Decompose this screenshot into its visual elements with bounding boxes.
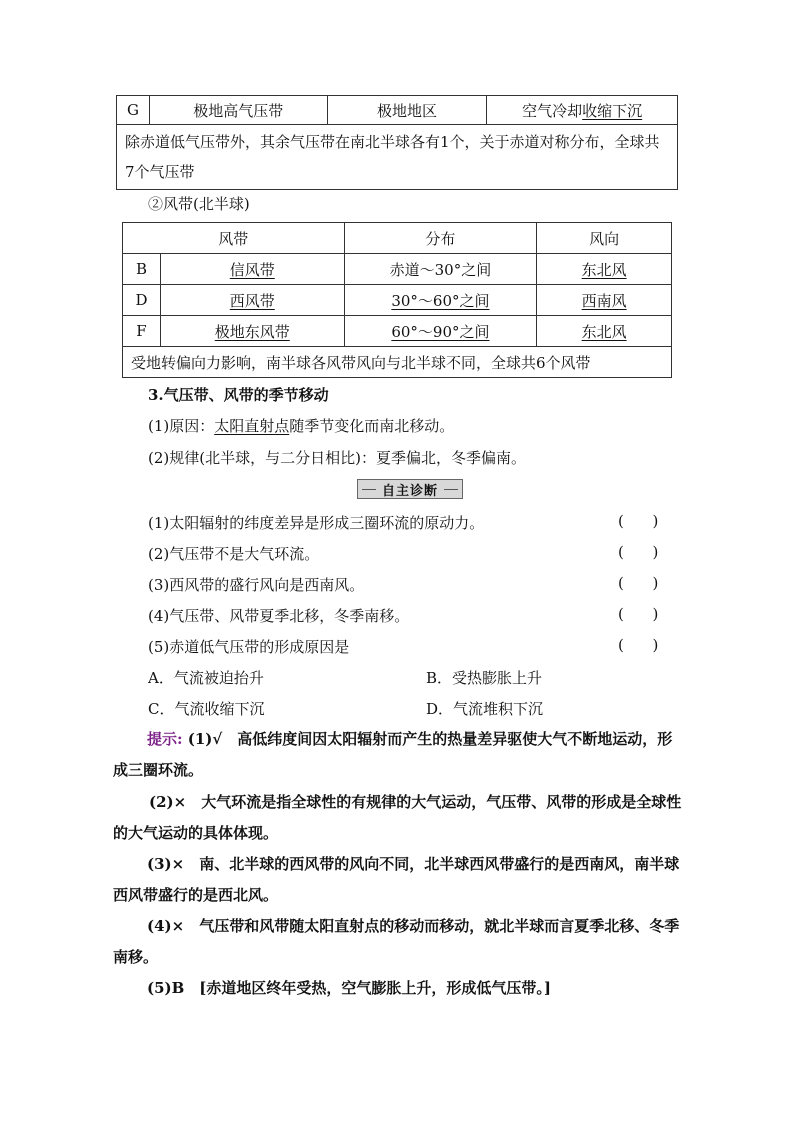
answer-1-text: (1)√ 高低纬度间因太阳辐射而产生的热量差异驱使大气不断地运动，形成三圈环流。 xyxy=(113,730,673,779)
answer-blank-3: ( ) xyxy=(618,574,659,592)
header-wind-belt: 风带 xyxy=(123,223,345,254)
belt-cause-text: 空气冷却 xyxy=(522,101,583,120)
section3-reason xyxy=(148,415,454,436)
hint-label: 提示: xyxy=(147,730,183,748)
wind-name-text: 信风带 xyxy=(229,260,275,279)
pressure-belt-table xyxy=(116,95,678,190)
answer-blank-2: ( ) xyxy=(618,543,659,561)
reason-suffix: 随季节变化而南北移动。 xyxy=(289,417,455,435)
wind-distribution: 赤道～30°之间 xyxy=(344,254,537,285)
wind-name xyxy=(160,285,344,316)
option-d: D．气流堆积下沉 xyxy=(426,700,544,718)
question-1: (1)太阳辐射的纬度差异是形成三圈环流的原动力。 xyxy=(148,514,485,532)
belt-cause xyxy=(487,96,678,125)
answer-blank-5: ( ) xyxy=(618,636,659,654)
wind-belt-note: 受地转偏向力影响，南半球各风带风向与北半球不同，全球共6个风带 xyxy=(123,347,672,378)
table-row xyxy=(123,285,672,316)
answer-2: (2)× 大气环流是指全球性的有规律的大气运动，气压带、风带的形成是全球性的大气运动的具体体现。 xyxy=(113,793,682,842)
wind-belt-table xyxy=(122,222,672,378)
belt-location: 极地地区 xyxy=(327,96,487,125)
section3-rule: (2)规律(北半球，与二分日相比)：夏季偏北，冬季偏南。 xyxy=(148,449,526,467)
table-row xyxy=(117,96,678,125)
answer-4: (4)× 气压带和风带随太阳直射点的移动而移动，就北半球而言夏季北移、冬季南移。 xyxy=(113,917,680,966)
wind-letter: B xyxy=(123,254,161,285)
wind-direction-text: 东北风 xyxy=(581,322,627,341)
wind-name-text: 西风带 xyxy=(229,291,275,310)
reason-prefix: (1)原因： xyxy=(148,417,215,435)
pressure-belt-note: 除赤道低气压带外，其余气压带在南北半球各有1个，关于赤道对称分布，全球共7个气压带 xyxy=(117,125,678,190)
table-row xyxy=(123,316,672,347)
wind-letter: D xyxy=(123,285,161,316)
banner-label: 自主诊断 xyxy=(381,483,438,499)
header-distribution: 分布 xyxy=(344,223,537,254)
wind-distribution xyxy=(344,285,537,316)
table-row xyxy=(123,254,672,285)
wind-direction-text: 西南风 xyxy=(581,291,627,310)
question-4: (4)气压带、风带夏季北移，冬季南移。 xyxy=(148,607,410,625)
option-c: C．气流收缩下沉 xyxy=(148,700,265,718)
reason-underlined: 太阳直射点 xyxy=(214,417,290,435)
table-header-row xyxy=(123,223,672,254)
wind-distribution-text: 60°～90°之间 xyxy=(391,322,490,341)
self-diagnosis-banner xyxy=(357,479,463,499)
answer-3: (3)× 南、北半球的西风带的风向不同，北半球西风带盛行的是西南风，南半球西风带盛行的是西北风。 xyxy=(113,855,680,904)
belt-name: 极地高气压带 xyxy=(149,96,327,125)
table-row xyxy=(117,125,678,190)
wind-distribution-text: 30°～60°之间 xyxy=(391,291,490,310)
wind-letter: F xyxy=(123,316,161,347)
option-a: A．气流被迫抬升 xyxy=(148,669,264,687)
option-b: B．受热膨胀上升 xyxy=(426,669,543,687)
wind-distribution xyxy=(344,316,537,347)
wind-name xyxy=(160,254,344,285)
question-3: (3)西风带的盛行风向是西南风。 xyxy=(148,576,365,594)
section3-title: 3.气压带、风带的季节移动 xyxy=(148,386,329,404)
answer-1 xyxy=(113,724,685,786)
wind-direction xyxy=(537,316,672,347)
header-direction: 风向 xyxy=(537,223,672,254)
belt-letter: G xyxy=(117,96,150,125)
wind-direction xyxy=(537,285,672,316)
table-row xyxy=(123,347,672,378)
wind-name-text: 极地东风带 xyxy=(214,322,290,341)
question-2: (2)气压带不是大气环流。 xyxy=(148,545,320,563)
wind-direction xyxy=(537,254,672,285)
wind-name xyxy=(160,316,344,347)
question-5: (5)赤道低气压带的形成原因是 xyxy=(148,638,350,656)
answer-5: (5)B [赤道地区终年受热，空气膨胀上升，形成低气压带。] xyxy=(147,979,552,997)
belt-cause-underlined: 收缩下沉 xyxy=(582,101,643,120)
answer-blank-1: ( ) xyxy=(618,512,659,530)
answer-blank-4: ( ) xyxy=(618,605,659,623)
wind-section-title: ②风带(北半球) xyxy=(148,195,250,213)
wind-direction-text: 东北风 xyxy=(581,260,627,279)
